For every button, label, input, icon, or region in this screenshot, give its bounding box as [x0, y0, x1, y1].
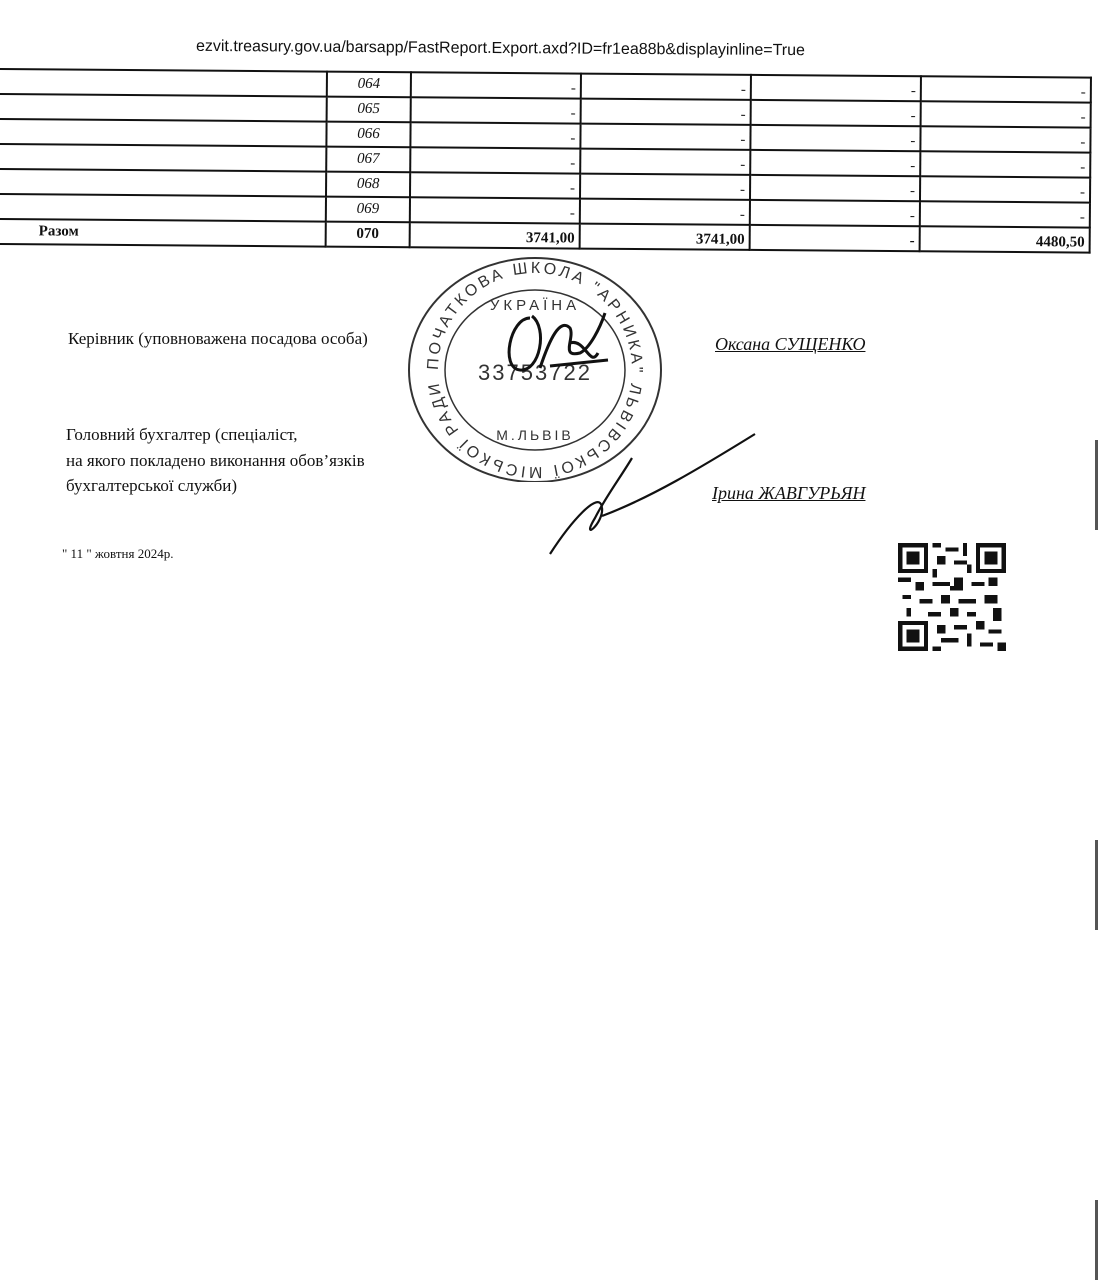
cell-value: - [411, 72, 581, 98]
cell-value: - [580, 199, 750, 225]
seal-code: 33753722 [478, 360, 592, 385]
scan-artifact [1095, 840, 1098, 930]
scan-artifact [1095, 1200, 1098, 1280]
cell-value: - [410, 197, 580, 223]
row-code: 066 [326, 122, 410, 148]
total-code: 070 [326, 222, 410, 248]
row-code: 069 [326, 197, 410, 223]
seal-country: УКРАЇНА [489, 297, 581, 314]
cell-value: - [750, 125, 920, 151]
cell-value: - [920, 126, 1090, 152]
accountant-signature [540, 428, 770, 558]
accountant-label-line-1: Головний бухгалтер (спеціаліст, [66, 425, 298, 444]
director-signature [490, 298, 620, 388]
accountant-label-line-3: бухгалтерської служби) [66, 476, 238, 495]
cell-value: - [920, 201, 1090, 227]
row-label [0, 94, 327, 122]
document-date: " 11 " жовтня 2024р. [62, 546, 174, 561]
cell-value: - [751, 100, 921, 126]
row-label [0, 194, 326, 222]
cell-value: - [921, 101, 1091, 127]
cell-value: - [920, 151, 1090, 177]
row-label [0, 169, 326, 197]
cell-value: - [580, 124, 750, 150]
cell-value: - [920, 176, 1090, 202]
cell-value: - [410, 147, 580, 173]
page-url: ezvit.treasury.gov.ua/barsapp/FastReport.Export.axd?ID=fr1ea88b&displayinline=True [195, 37, 805, 60]
report-table [0, 68, 1092, 254]
cell-value: - [750, 150, 920, 176]
seal-ring-text: ПОЧАТКОВА ШКОЛА "АРНИКА" ЛЬВІВСЬКОЇ МІСЬКОЇ РАДИ [424, 259, 646, 481]
scan-artifact [1095, 440, 1098, 530]
total-value: 3741,00 [410, 222, 580, 248]
row-code: 068 [326, 172, 410, 198]
director-label: Керівник (уповноважена посадова особа) [68, 329, 368, 348]
row-code: 067 [326, 147, 410, 173]
total-label: Разом [0, 219, 326, 247]
total-value: - [750, 225, 920, 251]
total-value: 3741,00 [580, 224, 750, 250]
cell-value: - [410, 122, 580, 148]
cell-value: - [921, 76, 1091, 102]
cell-value: - [751, 75, 921, 101]
cell-value: - [750, 200, 920, 226]
cell-value: - [410, 172, 580, 198]
cell-value: - [411, 97, 581, 123]
cell-value: - [581, 99, 751, 125]
total-value: 4480,50 [920, 226, 1090, 252]
cell-value: - [580, 174, 750, 200]
row-code: 065 [327, 97, 411, 123]
row-label [0, 144, 326, 172]
director-name: Оксана СУЩЕНКО [715, 334, 866, 354]
cell-value: - [581, 74, 751, 100]
row-code: 064 [327, 72, 411, 98]
accountant-label-line-2: на якого покладено виконання обов’язків [66, 451, 365, 470]
cell-value: - [580, 149, 750, 175]
accountant-name: Ірина ЖАВГУРЬЯН [712, 483, 866, 503]
row-label [0, 119, 327, 147]
seal-city: М.ЛЬВІВ [496, 427, 574, 443]
row-label [0, 69, 327, 97]
qr-code [898, 543, 1006, 651]
cell-value: - [750, 175, 920, 201]
